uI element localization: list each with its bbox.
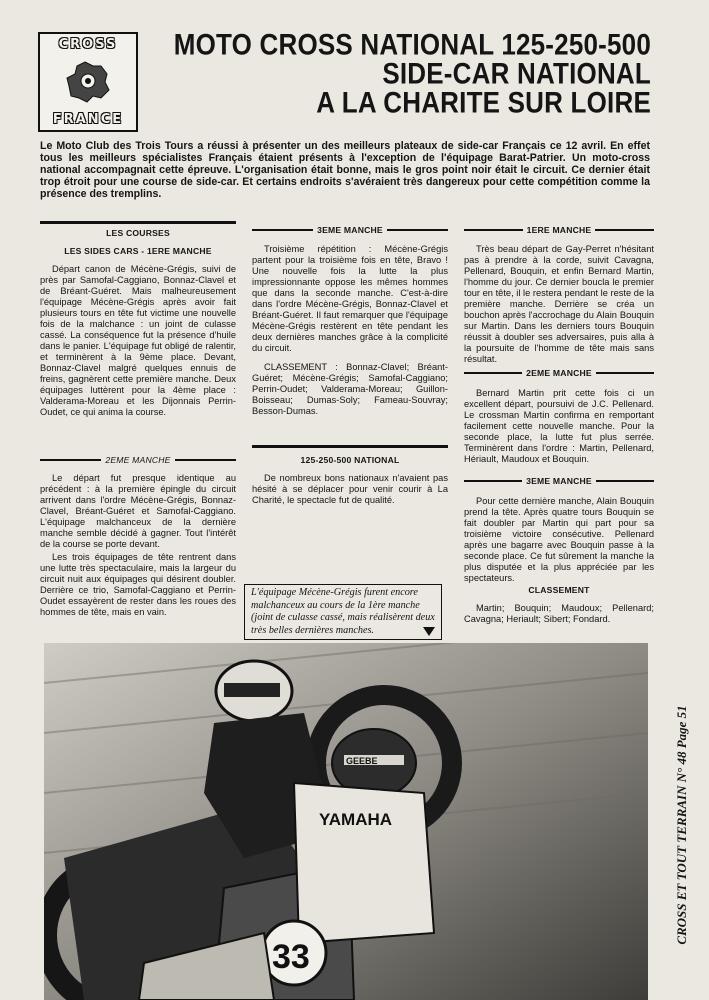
col2-paragraph-national: De nombreux bons nationaux n'avaient pas hésité à se déplacer pour venir courir à La Charité, le spectacle fut de qualité.: [252, 473, 448, 505]
title-line-1: MOTO CROSS NATIONAL 125-250-500: [173, 26, 651, 62]
col1-heading-first-round: LES SIDES CARS - 1ERE MANCHE: [40, 244, 236, 258]
col3-text-b: [464, 388, 654, 465]
col3-classement: Martin; Bouquin; Maudoux; Pellenard; Cavagna; Heriault; Sibert; Fondard.: [464, 603, 654, 624]
col1-text-b: [40, 473, 236, 618]
col3-paragraph-1: Très beau départ de Gay-Perret n'hésitant pas à prendre à la corde, suivit Cavagna, Pellenard, Bouquin, et enfin Bernard Martin, l'homme du jour. Ce dernier boucla le premier tour en tête, il le restera pendant le reste de la première manche. Derrière se créa un bouchon après l'accrochage du Alain Bouquin sur Martin. Dans les derniers tours Bouquin réussit à doubler ses adversaires, puis alla à la poursuite de l'homme de tête mais sans résultat.: [464, 244, 654, 364]
article-title: [173, 26, 651, 120]
col3-heading-classement: CLASSEMENT: [464, 583, 654, 597]
intro-paragraph: Le Moto Club des Trois Tours a réussi à présenter un des meilleurs plateaux de side-car Français ce 12 avril. En effet tous les meilleurs spécialistes Français étaient présents à l'exception de l'équipage Barat-Patrier. Un moto-cross national accompagnait cette épreuve. L'organisation était bonne, mais le gros point noir était le circuit. Ce dernier était trop étroit pour une course de side-car. Et certains endroits s'avéraient très dangereux pour cette compétition comme la présence des tremplins.: [40, 140, 650, 200]
title-line-2: SIDE-CAR NATIONAL: [382, 55, 651, 91]
sidecar-illustration: [44, 643, 648, 1000]
footer-text: CROSS ET TOUT TERRAIN N° 48 Page 51: [674, 705, 689, 945]
photo-caption: L'équipage Mécène-Grégis furent encore malchanceux au cours de la 1ère manche (joint de culasse cassé, mais réalisèrent deux très belles dernières manches.: [244, 584, 442, 640]
col3-text-d: [464, 603, 654, 625]
title-line-3: A LA CHARITE SUR LOIRE: [316, 84, 651, 120]
col1-paragraph-3: Les trois équipages de tête rentrent dans une lutte très spectaculaire, mais la largeur du circuit nuit aux équipages qui désirent doubler. Derrière ce trio, Samofal-Caggiano et Perrin-Oudet essayèrent de rester dans les roues des hommes de tête, mais en vain.: [40, 552, 236, 617]
col2-mid-rule: [252, 443, 448, 451]
col3-paragraph-2: Bernard Martin prit cette fois ci un excellent départ, poursuivi de J.C. Pellenard. Le crossman Martin confirma en remportant facilement cette nouvelle manche. Pour la seconde place, la lutte fut plus serrée. Terminèrent dans l'ordre : Martin, Pellenard, Hériault, Maudoux et Bouquin.: [464, 388, 654, 464]
col2-text-b: [252, 473, 448, 506]
logo-top-text: CROSS: [58, 37, 118, 52]
logo-bottom-text: FRANCE: [52, 112, 124, 127]
col2-classement: CLASSEMENT : Bonnaz-Clavel; Bréant-Guéret; Mécène-Grégis; Samofal-Caggiano; Perrin-Oudet; Valderama-Moreau; Guillon-Boisseau; Dumas-Soly; Fameau-Souvray; Besson-Dumas.: [252, 362, 448, 416]
france-map-icon: [65, 60, 111, 104]
caption-arrow-icon: [423, 627, 435, 636]
page-footer: [664, 660, 700, 990]
jersey-label: YAMAHA: [319, 810, 393, 829]
col3-text-c: [464, 496, 654, 584]
sidecar-photo: [44, 643, 648, 1000]
col2-paragraph-1: Troisième répétition : Mécène-Grégis partent pour la troisième fois en tête, Bravo ! Une nouvelle fois la lutte la plus impressionnante oppose les mêmes hommes que dans la seconde manche. C'est-à-dire dans l'ordre Mécène-Grégis, Bonnaz-Clavel et Bréant-Guéret. Il faut remarquer que l'équipage Mécène-Grégis restèrent en tête pendant les deux dernières manches grâce à la complicité du circuit.: [252, 244, 448, 353]
col2-heading-third-round: 3EME MANCHE: [252, 223, 448, 237]
col3-text-a: [464, 244, 654, 365]
col1-paragraph-2: Le départ fut presque identique au précédent : à la première épingle du circuit arrivent dans l'ordre Mécène-Grégis, Bonnaz-Clavel, Bréant-Guéret et Samofal-Caggiano. L'équipage malchanceux de la dernière manche semble décidé à gagner. Tout l'intérêt de la course se porte devant.: [40, 473, 236, 549]
col2-heading-national: 125-250-500 NATIONAL: [252, 453, 448, 467]
col3-heading-third-round: 3EME MANCHE: [464, 474, 654, 488]
cross-france-logo: [38, 32, 138, 132]
col3-paragraph-3: Pour cette dernière manche, Alain Bouquin prend la tête. Après quatre tours Bouquin se fait doubler par Martin qui part pour sa troisième victoire consécutive. Pellenard après une bagarre avec Bouquin passe à la seconde place. Ce fut sûrement la manche la plus disputée et la plus appréciée par les spectateurs.: [464, 496, 654, 583]
col3-heading-second-round: 2EME MANCHE: [464, 366, 654, 380]
col1-heading-second-round: 2EME MANCHE: [40, 453, 236, 467]
race-number: 33: [272, 938, 310, 976]
helmet-label: GEEBE: [346, 756, 378, 766]
col1-text-a: [40, 264, 236, 418]
col2-text-a: [252, 244, 448, 417]
col1-paragraph-1: Départ canon de Mécène-Grégis, suivi de près par Samofal-Caggiano, Bonnaz-Clavel et de Bréant-Guéret. Mais malheureusement l'équipage Mécène-Grégis après avoir fait plusieurs tours en tête fut victime une nouvelle fois de la malchance : un joint de culasse cassé. La conséquence fut la présence d'huile dans le panier. L'équipage fut obligé de ralentir, et terminèrent à la 9ème place. Devant, Bonnaz-Clavel malgré quelques ennuis de freins, gagnèrent cette première manche. Deux équipages luttèrent pour la 4ème place : Valderama-Moreau et les Dijonnais Perrin-Oudet, ce qui anima la course.: [40, 264, 236, 417]
col3-heading-first-round: 1ERE MANCHE: [464, 223, 654, 237]
col1-heading-courses: LES COURSES: [40, 226, 236, 240]
passenger-jersey: [294, 783, 434, 943]
